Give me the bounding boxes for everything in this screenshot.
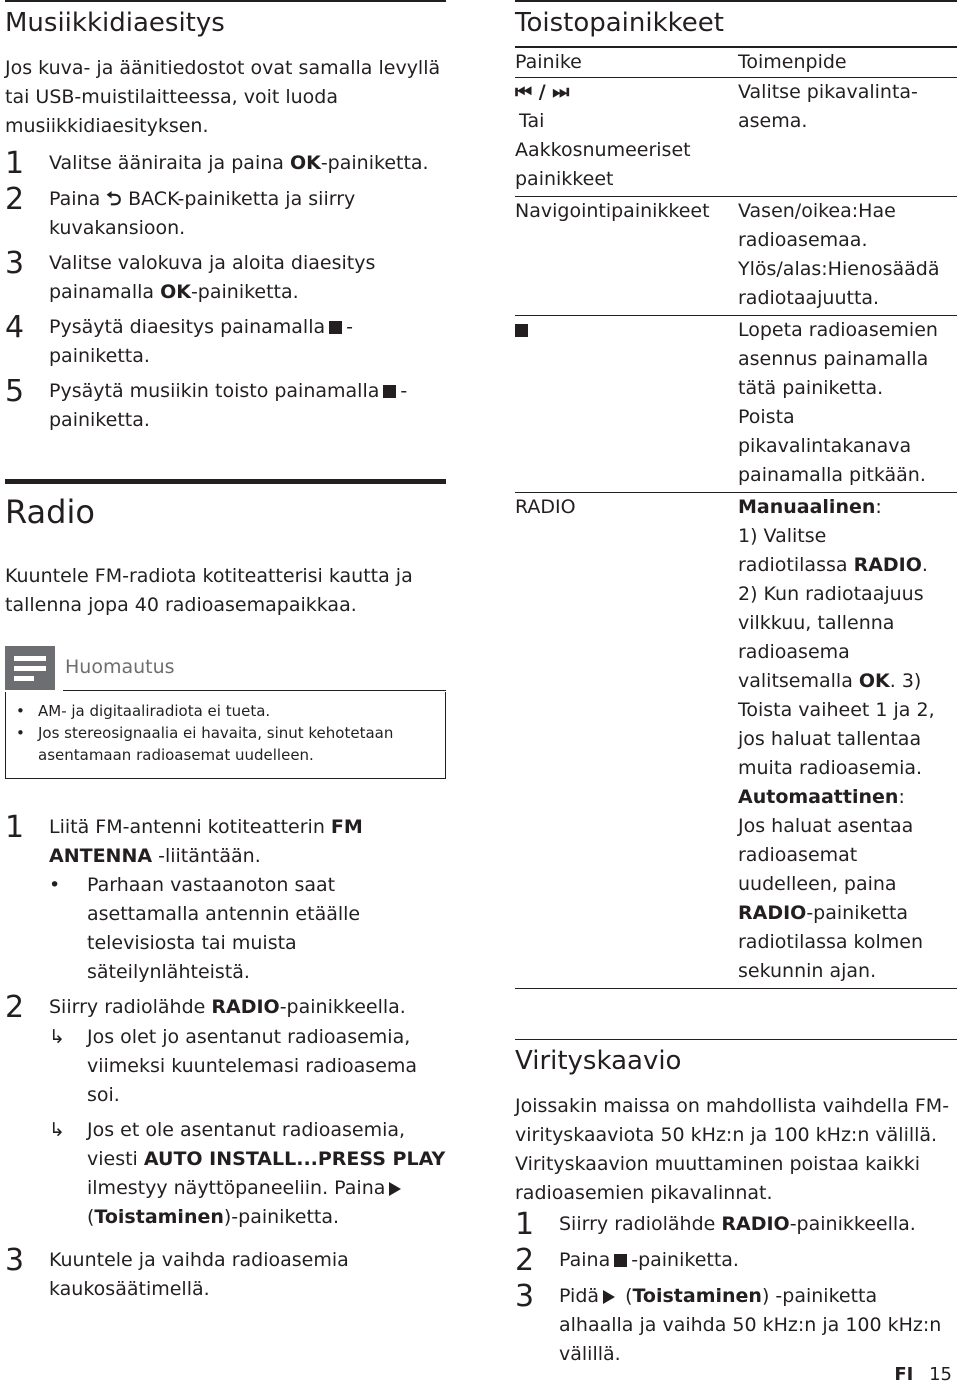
note-item: • Jos stereosignaalia ei havaita, sinut kehotetaan asentamaan radioasemat uudelleen. <box>16 724 394 764</box>
tuning-steps <box>515 1207 957 1369</box>
step-2 <box>5 182 446 243</box>
radio-step-2 <box>5 990 446 1025</box>
cell-text: Poista pikavalintakanava painamalla pitkään. <box>738 406 926 486</box>
stop-icon <box>614 1254 627 1267</box>
step-text: -painikkeella. <box>279 996 406 1018</box>
cell-text: Lopeta radioasemien asennus painamalla tätä painiketta. <box>738 319 938 399</box>
stop-icon <box>383 385 396 398</box>
slideshow-intro: Jos kuva- ja äänitiedostot ovat samalla levyllä tai USB-muistilaitteessa, voit luoda musiikkidiaesityksen. <box>5 57 441 137</box>
step-text: -painiketta. <box>320 152 429 174</box>
radio-step-2-result-2 <box>5 1116 446 1232</box>
prev-next-icon: ⏮ / ⏭ <box>515 81 570 103</box>
step-text: Pysäytä diaesitys painamalla <box>49 316 326 338</box>
manual-steps: 1) Valitse radiotilassa RADIO. 2) Kun radiotaajuus vilkkuu, tallenna radioasema valitsemalla OK. 3) Toista vaiheet 1 ja 2, jos haluat tallentaa muita radioasemia. <box>738 525 935 779</box>
result-arrow-icon: ↳ <box>49 1119 65 1141</box>
table-row <box>515 78 957 197</box>
tuning-step-2: 2 Paina -painiketta. <box>515 1243 739 1278</box>
step-text: -painiketta. <box>49 316 353 367</box>
back-icon: ⮌ <box>106 188 129 210</box>
mode-label: Automaattinen <box>738 786 899 808</box>
step-text: -painiketta. <box>49 380 408 431</box>
table-row <box>515 197 957 316</box>
step-subtext: Jos olet jo asentanut radioasemia, viimeksi kuuntelemasi radioasema soi. <box>87 1026 418 1106</box>
slideshow-steps <box>5 146 446 435</box>
auto-steps: Jos haluat asentaa radioasemat uudelleen, paina RADIO-painiketta radiotilassa kolmen sekunnin ajan. <box>738 815 924 982</box>
section-rule <box>515 0 957 2</box>
stop-icon <box>515 324 528 337</box>
cell-text: Navigointipainikkeet <box>515 197 738 316</box>
note-title: Huomautus <box>65 656 175 678</box>
mode-label: Manuaalinen <box>738 496 876 518</box>
step-text: -painiketta. <box>190 281 299 303</box>
col-header-button: Painike <box>515 48 738 78</box>
slideshow-title: Musiikkidiaesitys <box>5 8 225 38</box>
tuning-step-3: 3 Pidä (Toistaminen) -painiketta alhaalla ja vaihda 50 kHz:n ja 100 kHz:n välillä. <box>515 1282 957 1369</box>
radio-step-1 <box>5 810 446 871</box>
step-5 <box>5 374 446 435</box>
controls-title: Toistopainikkeet <box>515 8 724 38</box>
step-subtext: Parhaan vastaanoton saat asettamalla antennin etäälle televisiosta tai muista säteilynlähteistä. <box>87 874 361 983</box>
step-text: Kuuntele ja vaihda radioasemia kaukosäätimellä. <box>49 1249 349 1300</box>
cell-text: Tai <box>519 110 545 132</box>
step-3 <box>5 246 446 307</box>
radio-step-1-bullet <box>5 871 446 987</box>
table-row <box>515 493 957 989</box>
note <box>5 646 446 779</box>
play-icon <box>603 1290 615 1304</box>
radio-step-2-result-1 <box>5 1023 446 1110</box>
page-footer <box>894 1364 952 1385</box>
step-1 <box>5 146 446 181</box>
step-number: 3 <box>515 1279 535 1314</box>
step-number: 1 <box>5 810 25 845</box>
step-subtext: ilmestyy näyttöpaneeliin. Paina <box>87 1177 386 1199</box>
paren: ( <box>87 1206 95 1228</box>
tuning-intro: Joissakin maissa on mahdollista vaihdella FM-virityskaaviota 50 kHz:n ja 100 kHz:n välillä. Virityskaavion muuttaminen poistaa kaikki radioasemien pikavalinnat. <box>515 1095 950 1204</box>
colon: : <box>898 786 905 808</box>
controls-table <box>515 48 957 989</box>
tuning-step-1: 1 Siirry radiolähde RADIO-painikkeella. <box>515 1207 916 1242</box>
step-text: -liitäntään. <box>152 845 261 867</box>
language-code: FI <box>894 1364 914 1385</box>
step-number: 2 <box>5 182 25 217</box>
note-header <box>5 646 446 692</box>
radio-title: Radio <box>5 493 95 531</box>
button-name: Toistaminen <box>94 1206 224 1228</box>
step-text: Siirry radiolähde <box>49 996 212 1018</box>
note-icon <box>5 646 55 690</box>
step-subtext: Jos et ole asentanut radioasemia, viesti <box>87 1119 406 1170</box>
cell-text: Aakkosnumeeriset painikkeet <box>515 139 691 190</box>
col-header-action: Toimenpide <box>738 48 957 78</box>
cell-text: Ylös/alas:Hienosäädä radiotaajuutta. <box>738 258 940 309</box>
step-subtext: )-painiketta. <box>223 1206 340 1228</box>
left-column <box>5 0 446 1304</box>
note-body <box>5 692 446 779</box>
section-rule <box>515 1039 957 1040</box>
step-number: 2 <box>515 1243 535 1278</box>
step-text: Valitse ääniraita ja paina <box>49 152 290 174</box>
section-rule <box>5 479 446 484</box>
step-text: Valitse valokuva ja aloita diaesitys painamalla <box>49 252 376 303</box>
step-number: 3 <box>5 1243 25 1278</box>
radio-steps <box>5 810 446 1304</box>
step-number: 4 <box>5 310 25 345</box>
step-text: Pysäytä musiikin toisto painamalla <box>49 380 380 402</box>
play-icon <box>389 1182 401 1196</box>
step-number: 3 <box>5 246 25 281</box>
cell-text: Valitse pikavalinta-asema. <box>738 81 918 132</box>
result-arrow-icon: ↳ <box>49 1026 65 1048</box>
connector-name: FM ANTENNA <box>49 816 363 867</box>
button-name: OK <box>160 281 191 303</box>
page-number: 15 <box>929 1364 952 1385</box>
bullet-marker: • <box>49 874 61 896</box>
step-text: Liitä FM-antenni kotiteatterin <box>49 816 331 838</box>
table-header-row <box>515 48 957 78</box>
radio-step-3 <box>5 1243 446 1304</box>
cell-text: Vasen/oikea:Hae radioasemaa. <box>738 200 896 251</box>
step-number: 2 <box>5 990 25 1025</box>
colon: : <box>875 496 882 518</box>
step-number: 1 <box>5 146 25 181</box>
table-row <box>515 316 957 493</box>
section-rule <box>5 0 446 2</box>
step-text: Paina <box>49 188 107 210</box>
display-message: AUTO INSTALL...PRESS PLAY <box>143 1148 446 1170</box>
stop-icon <box>329 321 342 334</box>
step-text: -painiketta ja siirry kuvakansioon. <box>49 188 356 239</box>
cell-text: RADIO <box>515 493 738 989</box>
button-name: BACK <box>128 188 178 210</box>
tuning-title: Virityskaavio <box>515 1046 682 1076</box>
step-number: 1 <box>515 1207 535 1242</box>
button-name: OK <box>289 152 321 174</box>
step-4 <box>5 310 446 371</box>
note-item: • AM- ja digitaaliradiota ei tueta. <box>16 702 271 720</box>
step-number: 5 <box>5 374 25 409</box>
right-column <box>515 0 957 1369</box>
radio-intro: Kuuntele FM-radiota kotiteatterisi kautta ja tallenna jopa 40 radioasemapaikkaa. <box>5 565 413 616</box>
button-name: RADIO <box>211 996 280 1018</box>
